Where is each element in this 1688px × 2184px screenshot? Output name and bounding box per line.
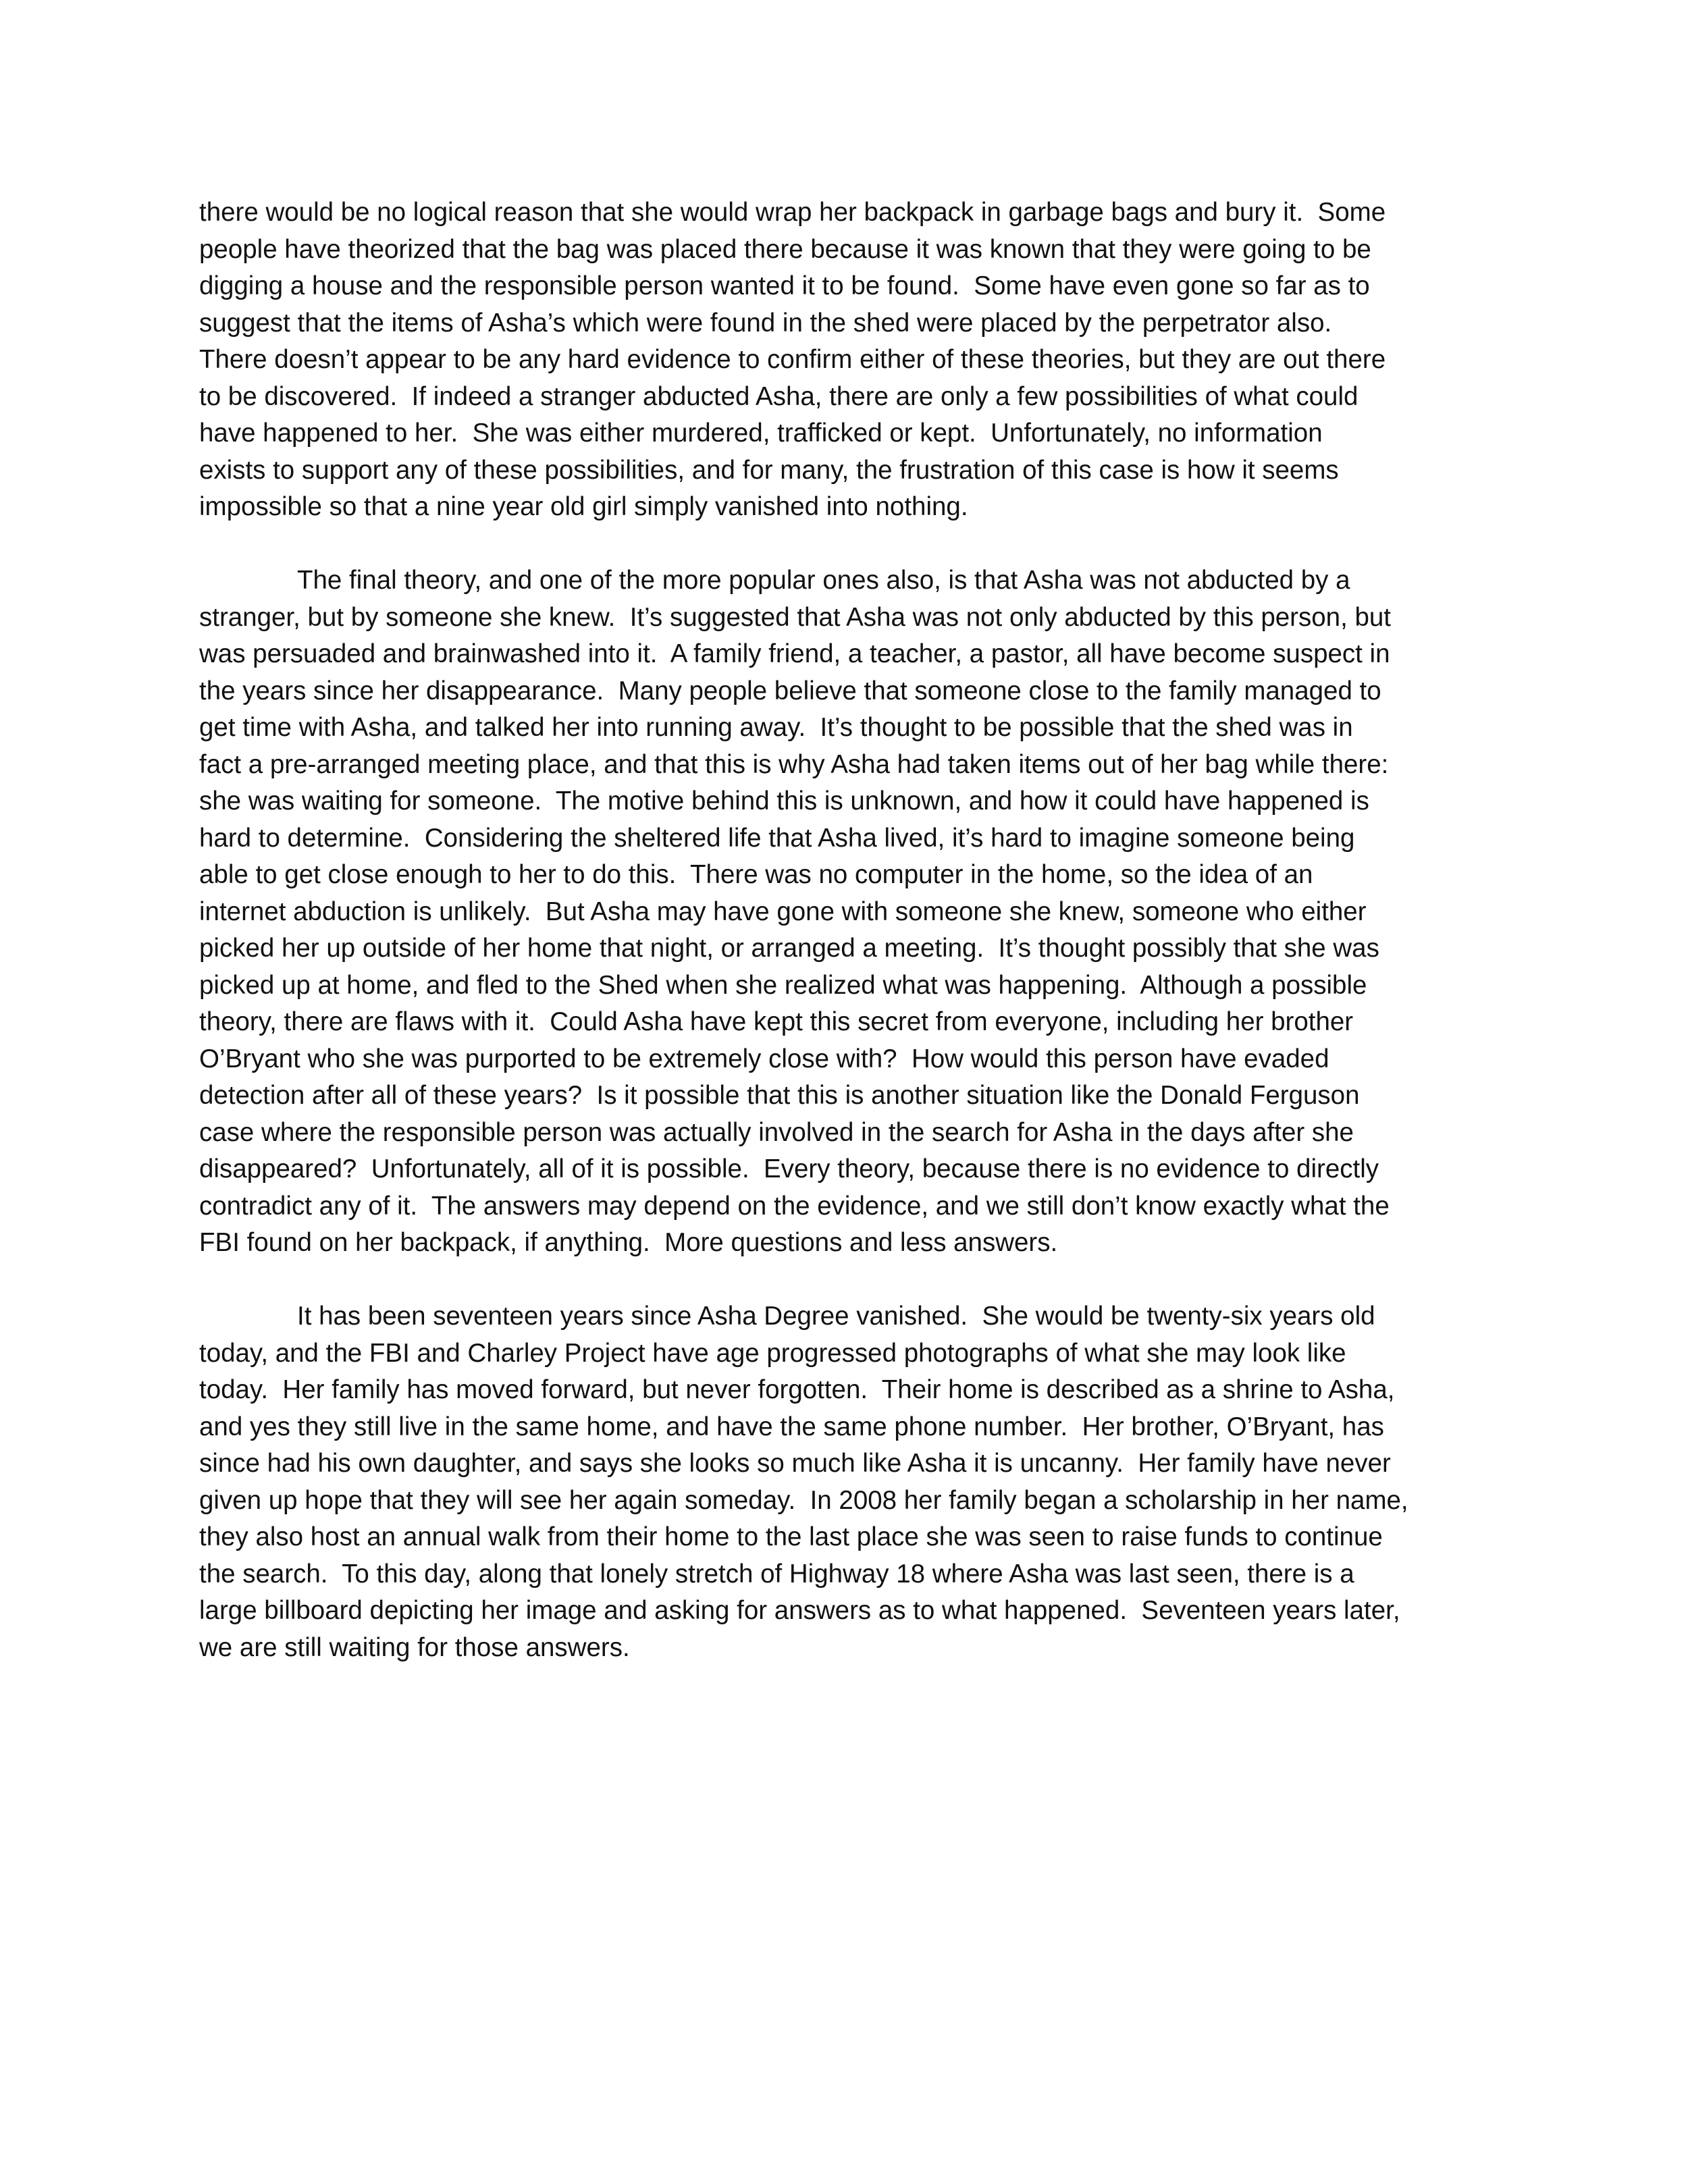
text-line: O’Bryant who she was purported to be extremely close with? How would this person have evaded: [199, 1044, 1329, 1073]
text-line: to be discovered. If indeed a stranger abducted Asha, there are only a few possibilities of what could: [199, 381, 1359, 411]
text-line: disappeared? Unfortunately, all of it is possible. Every theory, because there is no evidence to directly: [199, 1154, 1379, 1183]
paragraph: [199, 1298, 1489, 1666]
text-line: given up hope that they will see her again someday. In 2008 her family began a scholarship in her name,: [199, 1485, 1408, 1515]
text-line: internet abduction is unlikely. But Asha may have gone with someone she knew, someone who either: [199, 897, 1367, 926]
text-line: impossible so that a nine year old girl simply vanished into nothing.: [199, 492, 968, 521]
text-line: get time with Asha, and talked her into running away. It’s thought to be possible that the shed was in: [199, 713, 1353, 742]
text-line: have happened to her. She was either murdered, trafficked or kept. Unfortunately, no information: [199, 419, 1323, 448]
text-line: today, and the FBI and Charley Project have age progressed photographs of what she may look like: [199, 1338, 1346, 1368]
text-line: since had his own daughter, and says she looks so much like Asha it is uncanny. Her family have never: [199, 1449, 1391, 1478]
text-line: The final theory, and one of the more popular ones also, is that Asha was not abducted by a: [297, 566, 1350, 595]
text-line: theory, there are flaws with it. Could Asha have kept this secret from everyone, including her brother: [199, 1007, 1354, 1036]
text-line: FBI found on her backpack, if anything. More questions and less answers.: [199, 1228, 1058, 1257]
document-body: [199, 194, 1489, 1666]
paragraph-gap: [199, 526, 1489, 563]
text-line: stranger, but by someone she knew. It’s suggested that Asha was not only abducted by this person, but: [199, 602, 1391, 632]
text-line: detection after all of these years? Is it possible that this is another situation like the Donald Ferguson: [199, 1081, 1360, 1110]
text-line: was persuaded and brainwashed into it. A family friend, a teacher, a pastor, all have become suspect in: [199, 639, 1390, 668]
text-line: large billboard depicting her image and asking for answers as to what happened. Seventeen years later,: [199, 1596, 1400, 1625]
paragraph: [199, 562, 1489, 1262]
text-line: contradict any of it. The answers may depend on the evidence, and we still don’t know exactly what the: [199, 1191, 1390, 1221]
text-line: fact a pre-arranged meeting place, and that this is why Asha had taken items out of her bag while there:: [199, 749, 1389, 779]
text-line: hard to determine. Considering the sheltered life that Asha lived, it’s hard to imagine someone being: [199, 823, 1355, 853]
text-line: the search. To this day, along that lonely stretch of Highway 18 where Asha was last seen, there is a: [199, 1559, 1354, 1589]
text-line: able to get close enough to her to do this. There was no computer in the home, so the idea of an: [199, 860, 1313, 889]
text-line: picked up at home, and fled to the Shed when she realized what was happening. Although a possible: [199, 970, 1367, 1000]
paragraph: [199, 194, 1489, 526]
text-line: they also host an annual walk from their home to the last place she was seen to raise funds to continue: [199, 1522, 1383, 1551]
text-line: It has been seventeen years since Asha Degree vanished. She would be twenty-six years old: [297, 1302, 1375, 1331]
text-line: exists to support any of these possibilities, and for many, the frustration of this case is how it seems: [199, 455, 1339, 485]
text-line: There doesn’t appear to be any hard evidence to confirm either of these theories, but they are out there: [199, 345, 1386, 374]
text-line: we are still waiting for those answers.: [199, 1632, 630, 1662]
text-line: suggest that the items of Asha’s which were found in the shed were placed by the perpetrator also.: [199, 308, 1332, 338]
text-line: the years since her disappearance. Many people believe that someone close to the family managed to: [199, 676, 1381, 705]
text-line: and yes they still live in the same home, and have the same phone number. Her brother, O’Bryant, has: [199, 1412, 1384, 1441]
text-line: picked her up outside of her home that night, or arranged a meeting. It’s thought possibly that she was: [199, 934, 1379, 963]
text-line: today. Her family has moved forward, but never forgotten. Their home is described as a shrine to Asha,: [199, 1375, 1395, 1404]
text-line: there would be no logical reason that she would wrap her backpack in garbage bags and bury it. Some: [199, 198, 1386, 227]
text-line: she was waiting for someone. The motive behind this is unknown, and how it could have happened is: [199, 787, 1369, 816]
text-line: case where the responsible person was actually involved in the search for Asha in the days after she: [199, 1117, 1354, 1147]
text-line: people have theorized that the bag was placed there because it was known that they were going to be: [199, 234, 1371, 264]
paragraph-gap: [199, 1262, 1489, 1299]
text-line: digging a house and the responsible person wanted it to be found. Some have even gone so far as to: [199, 271, 1370, 300]
